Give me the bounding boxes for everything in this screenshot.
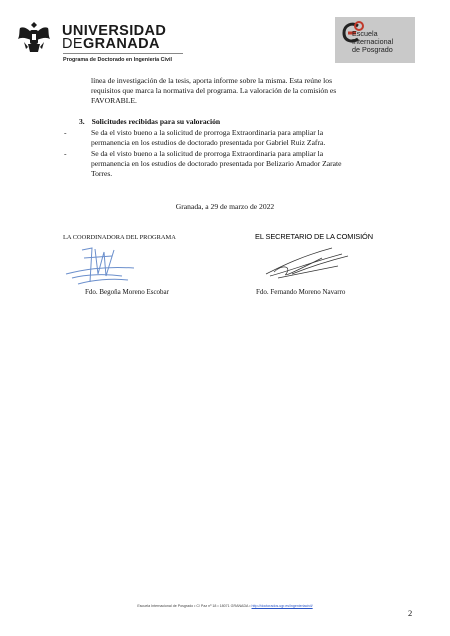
paragraph-line: línea de investigación de la tesis, aporta informe sobre la misma. Esta reúne los — [91, 76, 333, 85]
university-crest-icon — [14, 20, 54, 56]
university-name-line2 — [62, 38, 160, 51]
list-item — [64, 128, 384, 148]
footer-address: Escuela Internacional de Posgrado • C/ Paz nº 18 • 18071 GRANADA • — [137, 604, 251, 608]
list-item — [64, 149, 384, 179]
right-signatory-role: EL SECRETARIO DE LA COMISIÓN — [255, 232, 373, 241]
section-number: 3. — [79, 117, 85, 126]
university-name-line1: UNIVERSIDAD — [62, 23, 167, 39]
university-name-de: DE — [62, 36, 83, 52]
list-item-line: Torres. — [91, 169, 113, 179]
section-title: Solicitudes recibidas para su valoración — [91, 117, 221, 126]
date-line: Granada, a 29 de marzo de 2022 — [175, 202, 275, 211]
paragraph-line: requisitos que marca la normativa del programa. La valoración de la comisión es — [91, 86, 337, 96]
footer — [0, 604, 450, 608]
program-name: Programa de Doctorado en Ingeniería Civil — [63, 57, 173, 63]
left-signature-icon — [62, 244, 142, 288]
bullet-marker: - — [64, 128, 67, 137]
page-number: 2 — [408, 608, 413, 618]
list-item-line: permanencia en los estudios de doctorado presentada por Belizario Amador Zarate — [91, 159, 342, 169]
footer-link[interactable]: http://doctorados.ugr.es/ingenieriacivil/ — [251, 604, 313, 608]
right-signatory-name: Fdo. Fernando Moreno Navarro — [256, 288, 346, 296]
list-item-line: Se da el visto bueno a la solicitud de prorroga Extraordinaria para ampliar la — [91, 128, 324, 137]
left-signatory-name: Fdo. Begoña Moreno Escobar — [85, 288, 169, 296]
bullet-marker: - — [64, 149, 67, 158]
list-item-line: permanencia en los estudios de doctorado presentada por Gabriel Ruiz Zafra. — [91, 138, 326, 148]
paragraph-line: FAVORABLE. — [91, 96, 137, 106]
header-divider — [63, 53, 183, 54]
school-logo-text — [352, 30, 393, 54]
right-signature-icon — [262, 244, 352, 280]
school-logo-line: Escuela — [352, 29, 378, 38]
university-name-granada: GRANADA — [82, 36, 160, 52]
school-logo-line: Internacional — [352, 37, 394, 46]
left-signatory-role: LA COORDINADORA DEL PROGRAMA — [63, 234, 176, 241]
section-heading — [79, 117, 220, 126]
school-logo-line: de Posgrado — [352, 45, 393, 54]
intro-paragraph — [91, 76, 391, 106]
list-item-line: Se da el visto bueno a la solicitud de prorroga Extraordinaria para ampliar la — [91, 149, 324, 158]
